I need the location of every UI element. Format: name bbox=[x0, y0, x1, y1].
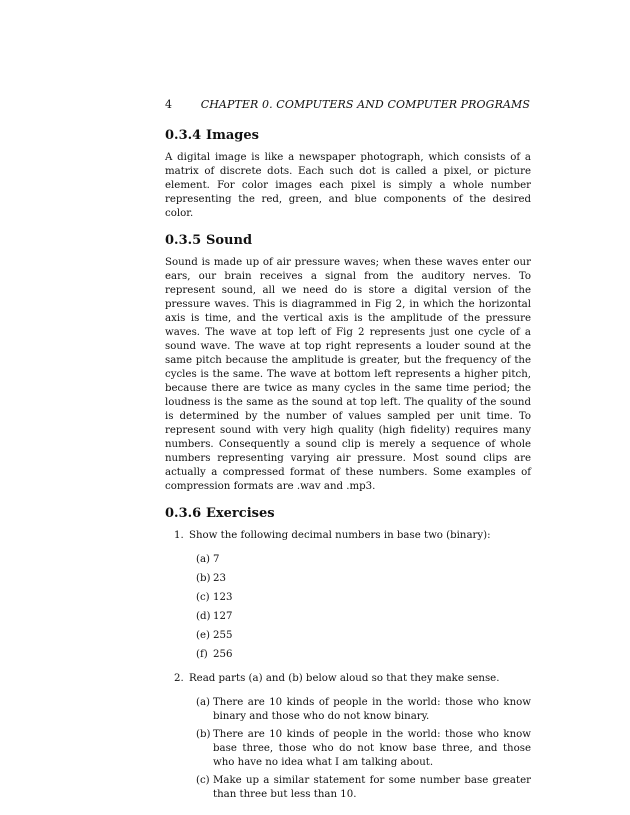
subpart-label: (d) bbox=[196, 611, 211, 622]
exercise-prompt: Read parts (a) and (b) below aloud so that they make sense. bbox=[189, 673, 500, 684]
subpart-text: There are 10 kinds of people in the world: those who know binary and those who do not know binary. bbox=[213, 697, 531, 722]
subpart-label: (e) bbox=[196, 630, 210, 641]
subpart-item bbox=[189, 728, 531, 770]
main-content bbox=[165, 118, 531, 812]
subpart-item bbox=[189, 629, 531, 643]
subpart-text: 256 bbox=[213, 649, 233, 660]
section-exercises bbox=[165, 505, 531, 802]
section-heading bbox=[165, 505, 531, 523]
section-heading bbox=[165, 127, 531, 145]
subpart-item bbox=[189, 591, 531, 605]
exercise-prompt: Show the following decimal numbers in base two (binary): bbox=[189, 530, 491, 541]
section-number: 0.3.6 bbox=[165, 506, 202, 521]
section-heading bbox=[165, 232, 531, 250]
subpart-text: 127 bbox=[213, 611, 233, 622]
subpart-label: (a) bbox=[196, 554, 211, 565]
chapter-title: CHAPTER 0. COMPUTERS AND COMPUTER PROGRAMS bbox=[200, 98, 530, 111]
section-number: 0.3.4 bbox=[165, 128, 202, 143]
page-number: 4 bbox=[165, 98, 172, 111]
subpart-item bbox=[189, 610, 531, 624]
subpart-item bbox=[189, 696, 531, 724]
subpart-text: 255 bbox=[213, 630, 233, 641]
subpart-label: (b) bbox=[196, 573, 211, 584]
subpart-item bbox=[189, 648, 531, 662]
exercise-item bbox=[165, 672, 531, 802]
sound-paragraph: Sound is made up of air pressure waves; when these waves enter our ears, our brain receives a signal from the auditory nerves. To represent sound, all we need do is store a digital version of the pressure waves. This is diagrammed in Fig 2, in which the horizontal axis is time, and the vertical axis is the amplitude of the pressure waves. The wave at top left of Fig 2 represents just one cycle of a sound wave. The wave at top right represents a louder sound at the same pitch because the amplitude is greater, but the frequency of the cycles is the same. The wave at bottom left represents a higher pitch, because there are twice as many cycles in the same time period; the loudness is the same as the sound at top left. The quality of the sound is determined by the number of values sampled per unit time. To represent sound with very high quality (high fidelity) requires many numbers. Consequently a sound clip is merely a sequence of whole numbers representing varying air pressure. Most sound clips are actually a compressed format of these numbers. Some examples of compression formats are .wav and .mp3. bbox=[165, 257, 531, 492]
section-images bbox=[165, 127, 531, 221]
subpart-text: 7 bbox=[213, 554, 220, 565]
subpart-item bbox=[189, 553, 531, 567]
exercise-number: 2. bbox=[174, 673, 184, 684]
subpart-label: (c) bbox=[196, 775, 210, 786]
subpart-label: (c) bbox=[196, 592, 210, 603]
section-sound bbox=[165, 232, 531, 494]
subpart-label: (f) bbox=[196, 649, 208, 660]
images-paragraph: A digital image is like a newspaper photograph, which consists of a matrix of discrete dots. Each such dot is called a pixel, or picture element. For color images each pixel is simply a whole number representing the red, green, and blue components of the desired color. bbox=[165, 152, 531, 219]
running-header bbox=[165, 97, 530, 113]
exercise-number: 1. bbox=[174, 530, 184, 541]
subpart-item bbox=[189, 774, 531, 802]
subpart-text: 23 bbox=[213, 573, 226, 584]
section-title: Exercises bbox=[206, 506, 275, 521]
section-title: Sound bbox=[206, 233, 253, 248]
section-title: Images bbox=[206, 128, 259, 143]
subpart-text: Make up a similar statement for some number base greater than three but less than 10. bbox=[213, 775, 531, 800]
subpart-item bbox=[189, 572, 531, 586]
exercise-item bbox=[165, 529, 531, 662]
exercise-subparts bbox=[189, 553, 531, 662]
subpart-text: There are 10 kinds of people in the world: those who know base three, those who do not know base three, and those who have no idea what I am talking about. bbox=[213, 729, 531, 768]
exercise-list bbox=[165, 529, 531, 802]
subpart-label: (a) bbox=[196, 697, 211, 708]
subpart-label: (b) bbox=[196, 729, 211, 740]
exercise-subparts bbox=[189, 696, 531, 802]
subpart-text: 123 bbox=[213, 592, 233, 603]
section-number: 0.3.5 bbox=[165, 233, 202, 248]
